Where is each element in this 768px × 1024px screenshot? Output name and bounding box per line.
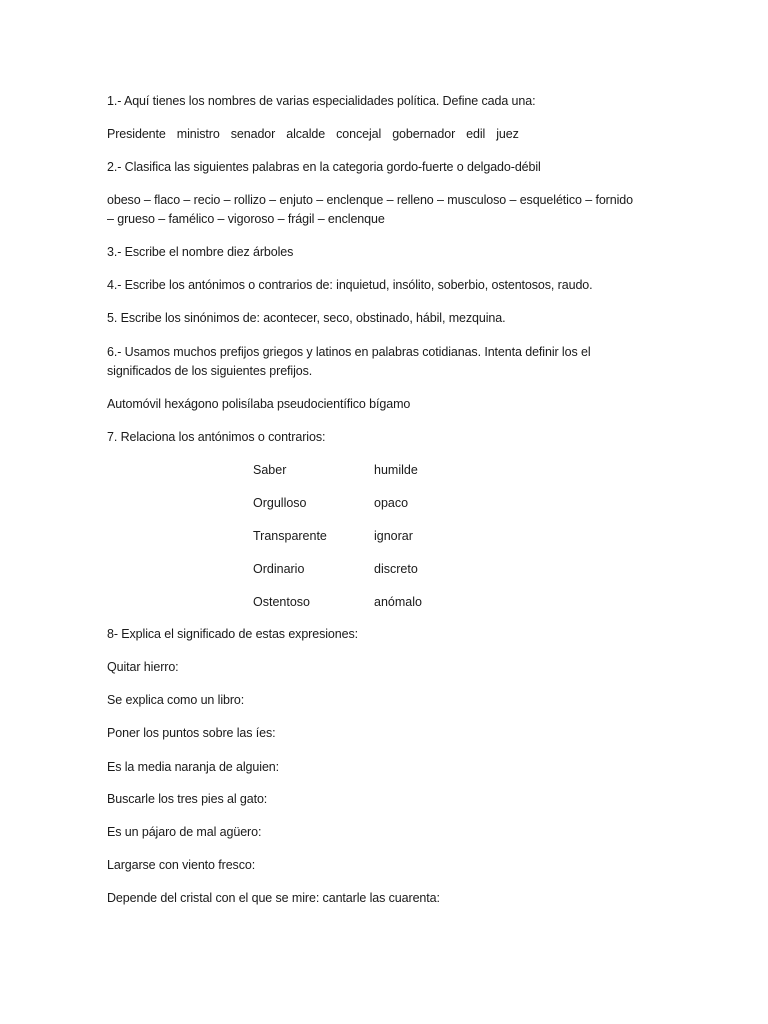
right-word: anómalo	[374, 595, 422, 609]
left-word: Saber	[253, 463, 287, 477]
term: concejal	[336, 127, 382, 141]
term: alcalde	[286, 127, 326, 141]
question-6-heading-line-2: significados de los siguientes prefijos.	[107, 364, 313, 378]
expression-item: Depende del cristal con el que se mire: cantarle las cuarenta:	[107, 891, 440, 905]
question-7-heading: 7. Relaciona los antónimos o contrarios:	[107, 430, 326, 444]
left-word: Orgulloso	[253, 496, 307, 510]
expression-item: Buscarle los tres pies al gato:	[107, 792, 268, 806]
expression-item: Quitar hierro:	[107, 660, 179, 674]
expression-item: Largarse con viento fresco:	[107, 858, 256, 872]
left-word: Transparente	[253, 529, 327, 543]
question-5-heading: 5. Escribe los sinónimos de: acontecer, seco, obstinado, hábil, mezquina.	[107, 311, 506, 325]
term: gobernador	[392, 127, 456, 141]
question-1-heading: 1.- Aquí tienes los nombres de varias especialidades política. Define cada una:	[107, 94, 536, 108]
question-2-words-line-2: – grueso – famélico – vigoroso – frágil – enclenque	[107, 212, 385, 226]
right-word: discreto	[374, 562, 418, 576]
question-4-heading: 4.- Escribe los antónimos o contrarios de: inquietud, insólito, soberbio, ostentosos, raudo.	[107, 278, 593, 292]
question-6-heading-line-1: 6.- Usamos muchos prefijos griegos y latinos en palabras cotidianas. Intenta definir los el	[107, 345, 591, 359]
left-word: Ordinario	[253, 562, 305, 576]
expression-item: Es un pájaro de mal agüero:	[107, 825, 262, 839]
right-word: humilde	[374, 463, 418, 477]
question-6-words: Automóvil hexágono polisílaba pseudocientífico bígamo	[107, 397, 411, 411]
right-word: opaco	[374, 496, 409, 510]
term: ministro	[176, 127, 220, 141]
right-word: ignorar	[374, 529, 413, 543]
question-1-terms	[107, 125, 530, 143]
left-word: Ostentoso	[253, 595, 310, 609]
question-2-heading: 2.- Clasifica las siguientes palabras en la categoria gordo-fuerte o delgado-débil	[107, 160, 541, 174]
question-3-heading: 3.- Escribe el nombre diez árboles	[107, 245, 294, 259]
question-8-heading: 8- Explica el significado de estas expresiones:	[107, 627, 358, 641]
expression-item: Poner los puntos sobre las íes:	[107, 726, 276, 740]
expression-item: Se explica como un libro:	[107, 693, 245, 707]
expression-item: Es la media naranja de alguien:	[107, 760, 280, 774]
term: Presidente	[107, 127, 166, 141]
term: edil	[466, 127, 486, 141]
term: juez	[496, 127, 519, 141]
term: senador	[230, 127, 276, 141]
question-2-words-line-1: obeso – flaco – recio – rollizo – enjuto – enclenque – relleno – musculoso – esquelético – fornido	[107, 193, 633, 207]
